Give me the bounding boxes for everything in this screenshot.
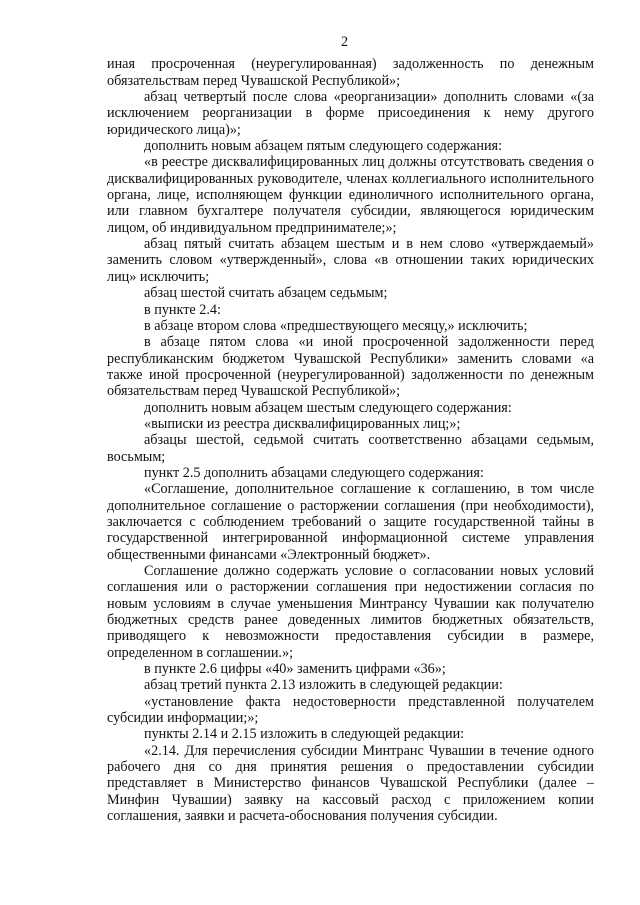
paragraph: иная просроченная (неурегулированная) задолженность по денежным обязательствам перед Чувашской Республикой»; [107,56,594,89]
paragraph: «2.14. Для перечисления субсидии Минтранс Чувашии в течение одного рабочего дня со дня принятия решения о предоставлении субсидии представляет в Министерство финансов Чувашской Республики (далее – Минфин Чувашии) заявку на кассовый расход с приложением копии соглашения, заявки и расчета-обоснования получения субсидии. [107,742,594,825]
paragraph: пункты 2.14 и 2.15 изложить в следующей редакции: [144,726,465,743]
paragraph: Соглашение должно содержать условие о согласовании новых условий соглашения или о расторжении соглашения при недостижении согласия по новым условиям в случае уменьшения Минтрансу Чувашии как получателю бюджетных средств ранее доведенных лимитов бюджетных обязательств, приводящего к невозможности предоставления субсидии в размере, определенном в соглашении.»; [107,563,594,661]
paragraph: абзац пятый считать абзацем шестым и в нем слово «утверждаемый» заменить словом «утвержденный», слова «в отношении таких юридических лиц» исключить; [107,236,594,285]
paragraph: абзац шестой считать абзацем седьмым; [144,285,388,302]
paragraph: абзацы шестой, седьмой считать соответственно абзацами седьмым, восьмым; [107,432,594,465]
paragraph: в абзаце втором слова «предшествующего месяцу,» исключить; [144,317,528,334]
paragraph: «выписки из реестра дисквалифицированных лиц;»; [144,415,461,432]
paragraph: пункт 2.5 дополнить абзацами следующего содержания: [144,464,484,481]
page-number: 2 [340,34,349,50]
paragraph: «Соглашение, дополнительное соглашение к соглашению, в том числе дополнительное соглашение о расторжении соглашения (при необходимости), заключается с соблюдением требований о защите государственной тайны в государственной интегрированной информационной системе управления общественными финансами «Электронный бюджет». [107,481,594,563]
paragraph: «установление факта недостоверности представленной получателем субсидии информации;»; [107,693,594,727]
paragraph: абзац четвертый после слова «реорганизации» дополнить словами «(за исключением реорганизации в форме присоединения к нему другого юридического лица)»; [107,89,594,138]
paragraph: дополнить новым абзацем пятым следующего содержания: [144,138,503,155]
document-body [107,56,594,824]
paragraph: дополнить новым абзацем шестым следующего содержания: [144,399,512,416]
paragraph: в абзаце пятом слова «и иной просроченной задолженности перед республиканским бюджетом Чувашской Республики» заменить словами «а также иной просроченной (неурегулированной) задолженности по денежным обязательствам перед Чувашской Республикой»; [107,334,594,400]
paragraph: в пункте 2.6 цифры «40» заменить цифрами «36»; [144,661,446,678]
paragraph: в пункте 2.4: [144,301,221,318]
paragraph: «в реестре дисквалифицированных лиц должны отсутствовать сведения о дисквалифицированных руководителе, членах коллегиального исполнительного органа, лице, исполняющем функции единоличного исполнительного органа, или главном бухгалтере получателя субсидии, являющегося юридическим лицом, об индивидуальном предпринимателе;»; [107,154,594,236]
paragraph: абзац третий пункта 2.13 изложить в следующей редакции: [144,677,503,694]
